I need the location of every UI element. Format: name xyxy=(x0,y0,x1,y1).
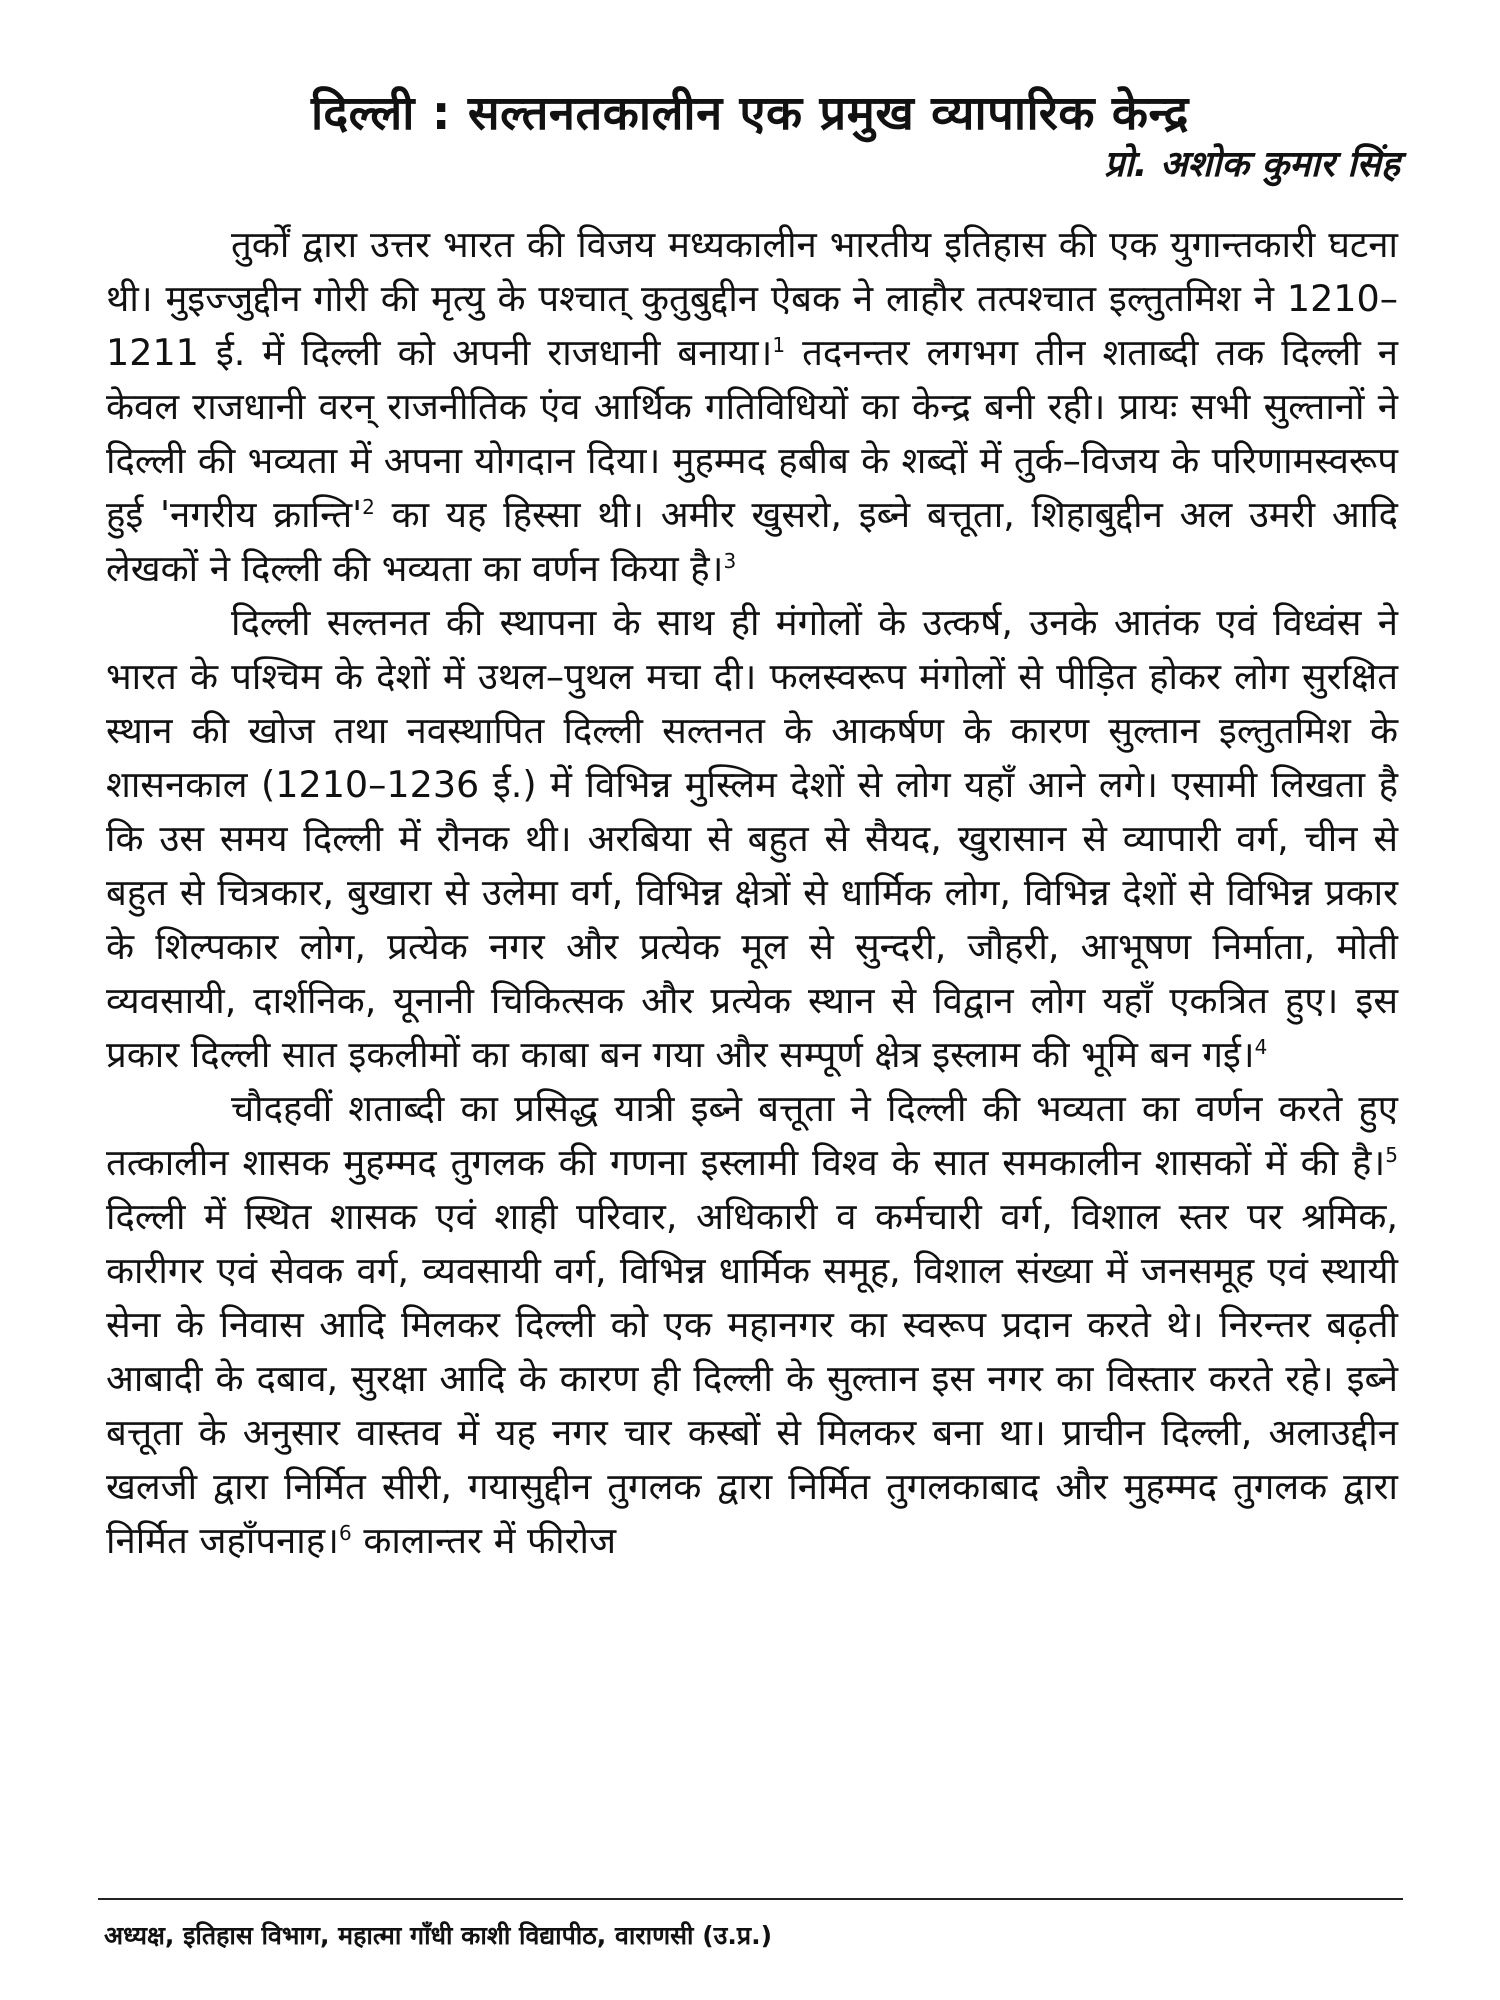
author-affiliation-footnote: अध्यक्ष, इतिहास विभाग, महात्मा गाँधी काशी विद्यापीठ, वाराणसी (उ.प्र.) xyxy=(104,1921,772,1950)
article-body xyxy=(106,218,1398,1568)
paragraph-text: दिल्ली में स्थित शासक एवं शाही परिवार, अधिकारी व कर्मचारी वर्ग, विशाल स्तर पर श्रमिक, कारीगर एवं सेवक वर्ग, व्यवसायी वर्ग, विभिन्न धार्मिक समूह, विशाल संख्या में जनसमूह एवं स्थायी सेना के निवास आदि मिलकर दिल्ली को एक महानगर का स्वरूप प्रदान करते थे। निरन्तर बढ़ती आबादी के दबाव, सुरक्षा आदि के कारण ही दिल्ली के सुल्तान इस नगर का विस्तार करते रहे। इब्ने बत्तूता के अनुसार वास्तव में यह नगर चार कस्बों से मिलकर बना था। प्राचीन दिल्ली, अलाउद्दीन खलजी द्वारा निर्मित सीरी, गयासुद्दीन तुगलक द्वारा निर्मित तुगलकाबाद और मुहम्मद तुगलक द्वारा निर्मित जहाँपनाह। xyxy=(106,1195,1398,1562)
paragraph xyxy=(106,596,1398,1082)
footnote-marker: 6 xyxy=(338,1520,352,1545)
author-name: प्रो. अशोक कुमार सिंह xyxy=(1103,144,1400,185)
footnote-marker: 4 xyxy=(1254,1034,1268,1059)
footnote-marker: 5 xyxy=(1385,1142,1398,1167)
paragraph-text: तदनन्तर लगभग तीन शताब्दी तक दिल्ली न केवल राजधानी वरन् राजनीतिक एंव आर्थिक गतिविधियों का केन्द्र बनी रही। प्रायः सभी सुल्तानों ने दिल्ली की भव्यता में अपना योगदान दिया। मुहम्मद हबीब के शब्दों में तुर्क–विजय के परिणामस्वरूप हुई 'नगरीय क्रान्ति' xyxy=(106,331,1398,536)
paragraph-text: का यह हिस्सा थी। अमीर खुसरो, इब्ने बत्तूता, शिहाबुद्दीन अल उमरी आदि लेखकों ने दिल्ली की भव्यता का वर्णन किया है। xyxy=(106,493,1399,590)
paragraph-text: दिल्ली सल्तनत की स्थापना के साथ ही मंगोलों के उत्कर्ष, उनके आतंक एवं विध्वंस ने भारत के पश्चिम के देशों में उथल–पुथल मचा दी। फलस्वरूप मंगोलों से पीड़ित होकर लोग सुरक्षित स्थान की खोज तथा नवस्थापित दिल्ली सल्तनत के आकर्षण के कारण सुल्तान इल्तुतमिश के शासनकाल (1210–1236 ई.) में विभिन्न मुस्लिम देशों से लोग यहाँ आने लगे। एसामी लिखता है कि उस समय दिल्ली में रौनक थी। अरबिया से बहुत से सैयद, खुरासान से व्यापारी वर्ग, चीन से बहुत से चित्रकार, बुखारा से उलेमा वर्ग, विभिन्न क्षेत्रों से धार्मिक लोग, विभिन्न देशों से विभिन्न प्रकार के शिल्पकार लोग, प्रत्येक नगर और प्रत्येक मूल से सुन्दरी, जौहरी, आभूषण निर्माता, मोती व्यवसायी, दार्शनिक, यूनानी चिकित्सक और प्रत्येक स्थान से विद्वान लोग यहाँ एकत्रित हुए। इस प्रकार दिल्ली सात इकलीमों का काबा बन गया और सम्पूर्ण क्षेत्र इस्लाम की भूमि बन गई। xyxy=(106,601,1398,1076)
paragraph-text: चौदहवीं शताब्दी का प्रसिद्ध यात्री इब्ने बत्तूता ने दिल्ली की भव्यता का वर्णन करते हुए तत्कालीन शासक मुहम्मद तुगलक की गणना इस्लामी विश्व के सात समकालीन शासकों में की है। xyxy=(106,1087,1398,1184)
footnote-marker: 2 xyxy=(362,494,375,519)
paragraph-text: तुर्कों द्वारा उत्तर भारत की विजय मध्यकालीन भारतीय इतिहास की एक युगान्तकारी घटना थी। मुइज्जुद्दीन गोरी की मृत्यु के पश्चात् कुतुबुद्दीन ऐबक ने लाहौर तत्पश्चात इल्तुतमिश ने 1210–1211 ई. में दिल्ली को अपनी राजधानी बनाया। xyxy=(106,223,1398,374)
paragraph xyxy=(106,1082,1398,1568)
paragraph xyxy=(106,218,1398,596)
footnote-marker: 3 xyxy=(723,548,737,573)
paragraph-text: कालान्तर में फीरोज xyxy=(351,1519,617,1562)
footnote-marker: 1 xyxy=(772,332,786,357)
article-title: दिल्ली : सल्तनतकालीन एक प्रमुख व्यापारिक केन्द्र xyxy=(311,86,1189,142)
footnote-divider xyxy=(98,1898,1403,1900)
